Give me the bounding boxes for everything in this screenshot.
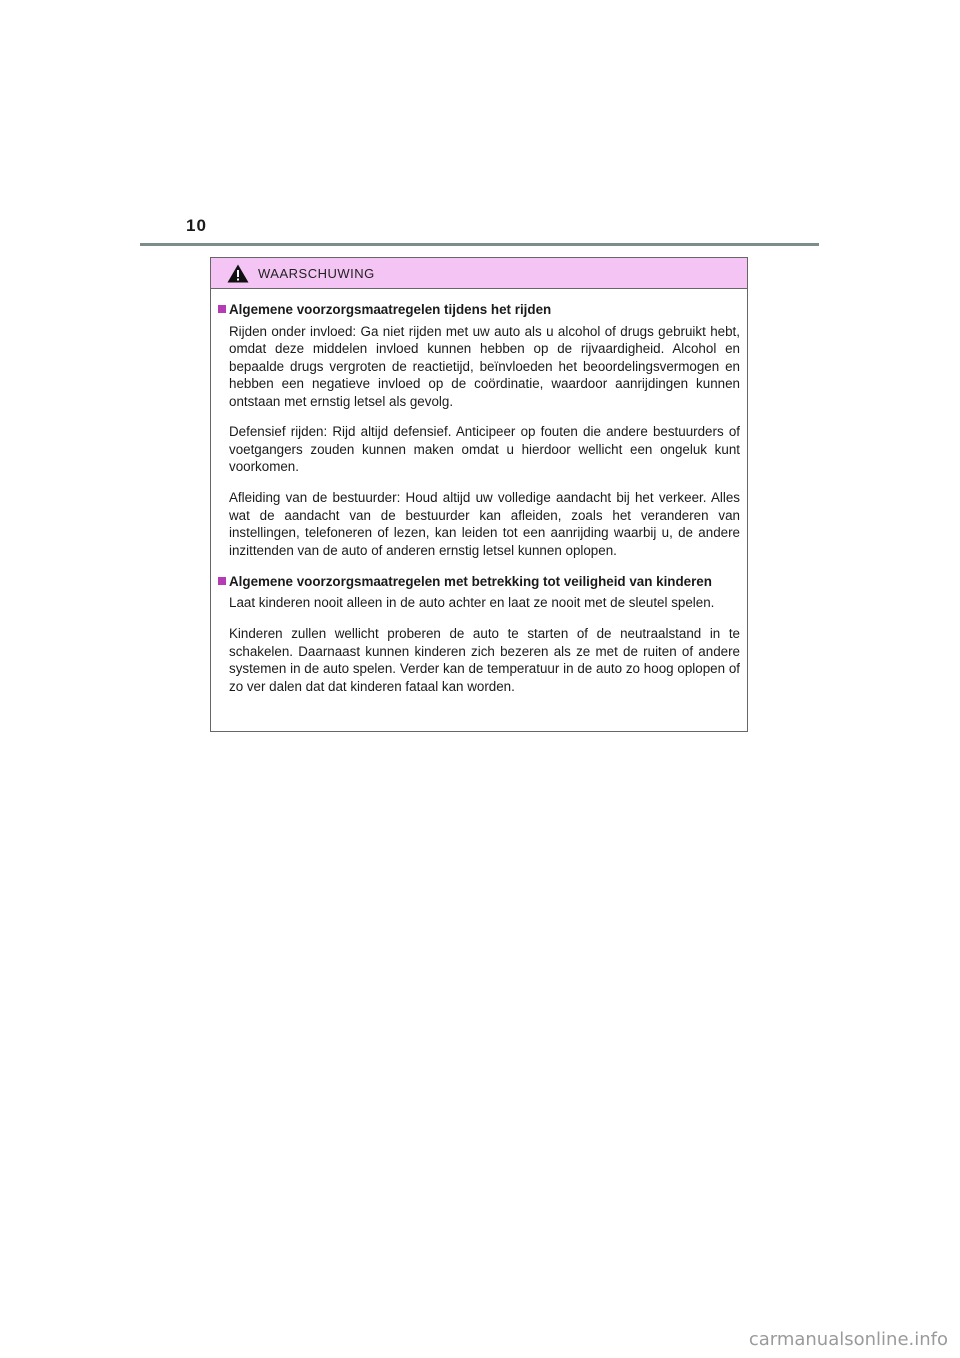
warning-triangle-icon bbox=[227, 264, 249, 283]
section-child-safety bbox=[218, 573, 740, 695]
square-bullet-icon bbox=[218, 577, 226, 585]
square-bullet-icon bbox=[218, 305, 226, 313]
section-heading bbox=[218, 301, 740, 319]
page-number: 10 bbox=[186, 216, 207, 235]
header-rule bbox=[140, 243, 819, 246]
section-heading bbox=[218, 573, 740, 591]
paragraph: Afleiding van de bestuurder: Houd altijd uw volledige aandacht bij het verkeer. Alles wat de aandacht van de bestuurder kan afleiden, zoals het veranderen van instellingen, telefoneren of lezen, kan leiden tot een aanrijding waarbij u, de andere inzittenden van de auto of anderen ernstig letsel kunnen oplopen. bbox=[229, 490, 740, 558]
warning-body bbox=[211, 289, 747, 695]
paragraph: Laat kinderen nooit alleen in de auto achter en laat ze nooit met de sleutel spelen. bbox=[229, 595, 715, 611]
paragraph: Rijden onder invloed: Ga niet rijden met uw auto als u alcohol of drugs gebruikt hebt, omdat deze middelen invloed kunnen hebben op de rijvaardigheid. Alcohol en bepaalde drugs vergroten de reactietijd, beïnvloeden het beoordelingsvermogen en hebben een negatieve invloed op de coördinatie, waardoor aanrijdingen kunnen ontstaan met ernstig letsel als gevolg. bbox=[229, 323, 740, 409]
section-heading-text: Algemene voorzorgsmaatregelen tijdens het rijden bbox=[229, 302, 552, 317]
watermark: carmanualsonline.info bbox=[748, 1329, 948, 1350]
warning-box bbox=[210, 257, 748, 732]
section-driving-precautions bbox=[218, 301, 740, 559]
warning-header bbox=[211, 258, 747, 289]
section-heading-text: Algemene voorzorgsmaatregelen met betrekking tot veiligheid van kinderen bbox=[229, 573, 712, 589]
paragraph: Kinderen zullen wellicht proberen de auto te starten of de neutraalstand in te schakelen. Daarnaast kunnen kinderen zich bezeren als ze met de ruiten of andere systemen in de auto spelen. Verder kan de temperatuur in de auto zo hoog oplopen of zo ver dalen dat dat kinderen fataal kan worden. bbox=[229, 626, 740, 694]
warning-title: WAARSCHUWING bbox=[258, 265, 375, 281]
paragraph: Defensief rijden: Rijd altijd defensief. Anticipeer op fouten die andere bestuurders of voetgangers zouden kunnen maken omdat u hierdoor wellicht een ongeluk kunt voorkomen. bbox=[229, 424, 740, 475]
